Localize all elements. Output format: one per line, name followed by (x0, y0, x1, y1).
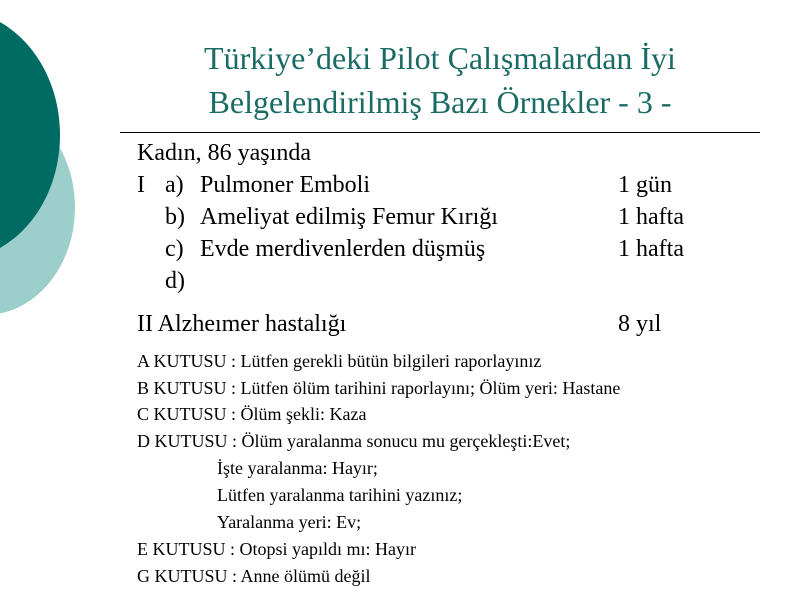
cause-b-letter: b) (165, 204, 185, 230)
cause-c-letter: c) (165, 236, 184, 262)
cause-a-text: Pulmoner Emboli (200, 172, 370, 198)
slide-title (120, 36, 760, 124)
cause-b-text: Ameliyat edilmiş Femur Kırığı (200, 204, 498, 230)
box-b: B KUTUSU : Lütfen ölüm tarihini raporlayını; Ölüm yeri: Hastane (137, 378, 621, 398)
part2-cause: II Alzheımer hastalığı (137, 311, 347, 337)
cause-c-interval: 1 hafta (618, 236, 684, 262)
box-d: D KUTUSU : Ölüm yaralanma sonucu mu gerçekleşti:Evet; (137, 431, 571, 451)
cause-a-letter: a) (165, 172, 184, 198)
cause-c-text: Evde merdivenlerden düşmüş (200, 236, 486, 262)
box-d-sub-2: Lütfen yaralanma tarihini yazınız; (217, 485, 463, 505)
title-divider (120, 132, 760, 133)
box-c: C KUTUSU : Ölüm şekli: Kaza (137, 404, 367, 424)
cause-a-interval: 1 gün (618, 172, 672, 198)
title-line-2: Belgelendirilmiş Bazı Örnekler - 3 - (208, 84, 672, 120)
part1-label: I (137, 172, 145, 198)
box-g: G KUTUSU : Anne ölümü değil (137, 566, 371, 586)
title-line-1: Türkiye’deki Pilot Çalışmalardan İyi (204, 40, 676, 76)
part2-interval: 8 yıl (618, 311, 662, 337)
box-a: A KUTUSU : Lütfen gerekli bütün bilgileri raporlayınız (137, 351, 542, 371)
patient-info: Kadın, 86 yaşında (137, 140, 311, 166)
cause-d-letter: d) (165, 268, 185, 294)
box-d-sub-3: Yaralanma yeri: Ev; (217, 512, 362, 532)
cause-b-interval: 1 hafta (618, 204, 684, 230)
box-e: E KUTUSU : Otopsi yapıldı mı: Hayır (137, 539, 416, 559)
box-d-sub-1: İşte yaralanma: Hayır; (217, 458, 378, 478)
